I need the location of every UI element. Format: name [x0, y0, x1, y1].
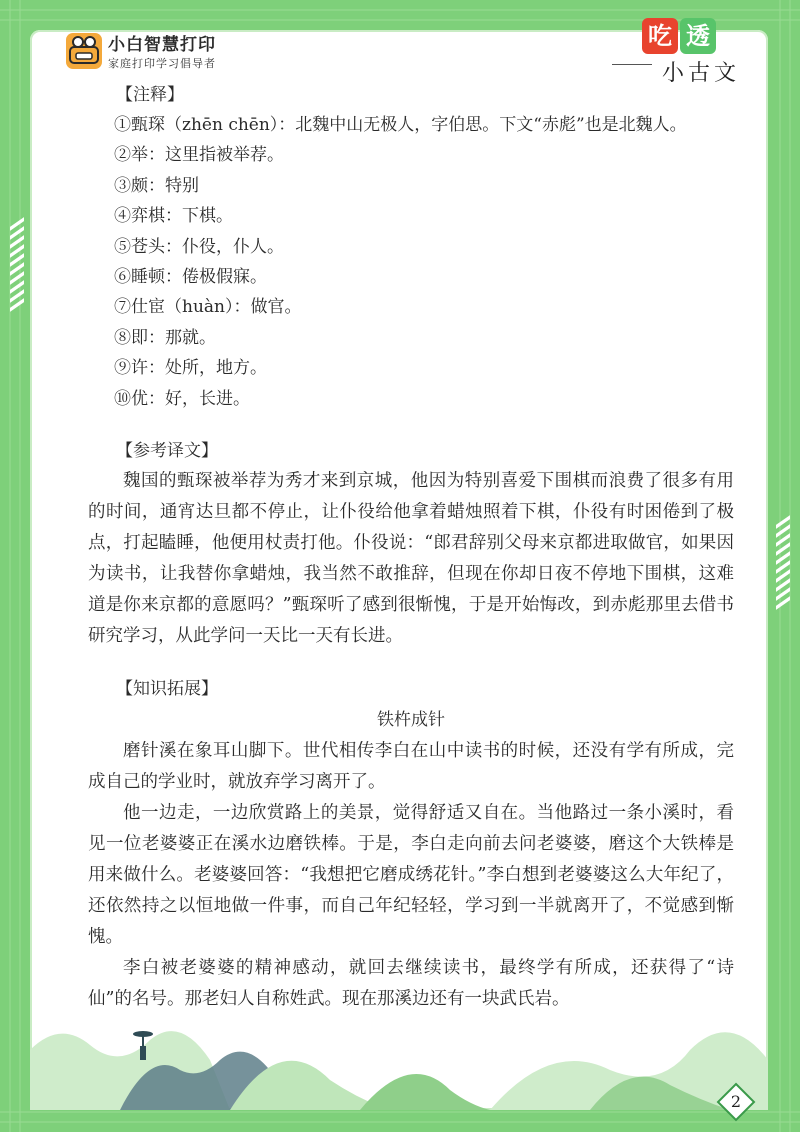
- document-body: [88, 80, 734, 1015]
- brand-mark: [606, 12, 756, 86]
- story-paragraph: 他一边走，一边欣赏路上的美景，觉得舒适又自在。当他路过一条小溪时，看见一位老婆婆正在溪水边磨铁棒。于是，李白走向前去问老婆婆，磨这个大铁棒是用来做什么。老婆婆回答：“我想把它磨成绣花针。”李白想到老婆婆这么大年纪了，还依然持之以恒地做一件事，而自己年纪轻轻，学习到一半就离开了，不觉感到惭愧。: [88, 802, 734, 947]
- brand-char-chi: 吃: [642, 18, 678, 54]
- logo: [66, 30, 216, 71]
- note-item: ⑨许：处所，地方。: [114, 358, 267, 379]
- page-number: 2: [730, 1092, 742, 1111]
- translation-heading: 【参考译文】: [116, 440, 218, 461]
- logo-title: 小白智慧打印: [108, 35, 216, 55]
- page-number-badge: [716, 1082, 756, 1122]
- note-item: ①甄琛（zhēn chēn）：北魏中山无极人，字伯思。下文“赤彪”也是北魏人。: [114, 115, 687, 135]
- translation-paragraph: 魏国的甄琛被举荐为秀才来到京城，他因为特别喜爱下围棋而浪费了很多有用的时间，通宵达旦都不停止，让仆役给他拿着蜡烛照着下棋，仆役有时困倦到了极点，打起瞌睡，他便用杖责打他。仆役说：“郎君辞别父母来京都进取做官，如果因为读书，让我替你拿蜡烛，我当然不敢推辞，但现在你却日夜不停地下围棋，这难道是你来京都的意愿吗？”甄琛听了感到很惭愧，于是开始悔改，到赤彪那里去借书研究学习，从此学问一天比一天有长进。: [88, 470, 734, 646]
- note-item: ⑦仕宦（huàn）：做官。: [114, 297, 302, 318]
- story-paragraph: 磨针溪在象耳山脚下。世代相传李白在山中读书的时候，还没有学有所成，完成自己的学业时，就放弃学习离开了。: [88, 740, 734, 792]
- brand-divider: [612, 64, 652, 65]
- story-title: 铁杵成针: [377, 709, 445, 730]
- note-item: ⑤苍头：仆役，仆人。: [114, 236, 284, 257]
- note-item: ③颇：特别: [114, 175, 199, 196]
- mountain-landscape-decoration: [30, 990, 768, 1110]
- brand-char-tou: 透: [680, 18, 716, 54]
- note-item: ⑥睡顿：倦极假寐。: [114, 266, 267, 287]
- left-stripes-decoration: [10, 222, 24, 318]
- printer-logo-icon: [66, 33, 102, 69]
- note-item: ④弈棋：下棋。: [114, 206, 233, 227]
- note-item: ⑧即：那就。: [114, 327, 216, 348]
- notes-heading: 【注释】: [116, 85, 184, 105]
- note-item: ②举：这里指被举荐。: [114, 145, 284, 166]
- right-stripes-decoration: [776, 520, 790, 616]
- brand-subtitle: 小古文: [661, 61, 740, 86]
- extension-heading: 【知识拓展】: [116, 678, 218, 699]
- story-paragraph: 李白被老婆婆的精神感动，就回去继续读书，最终学有所成，还获得了“诗仙”的名号。那老妇人自称姓武。现在那溪边还有一块武氏岩。: [88, 957, 734, 1009]
- note-item: ⑩优：好，长进。: [114, 388, 250, 409]
- logo-subtitle: 家庭打印学习倡导者: [108, 57, 216, 70]
